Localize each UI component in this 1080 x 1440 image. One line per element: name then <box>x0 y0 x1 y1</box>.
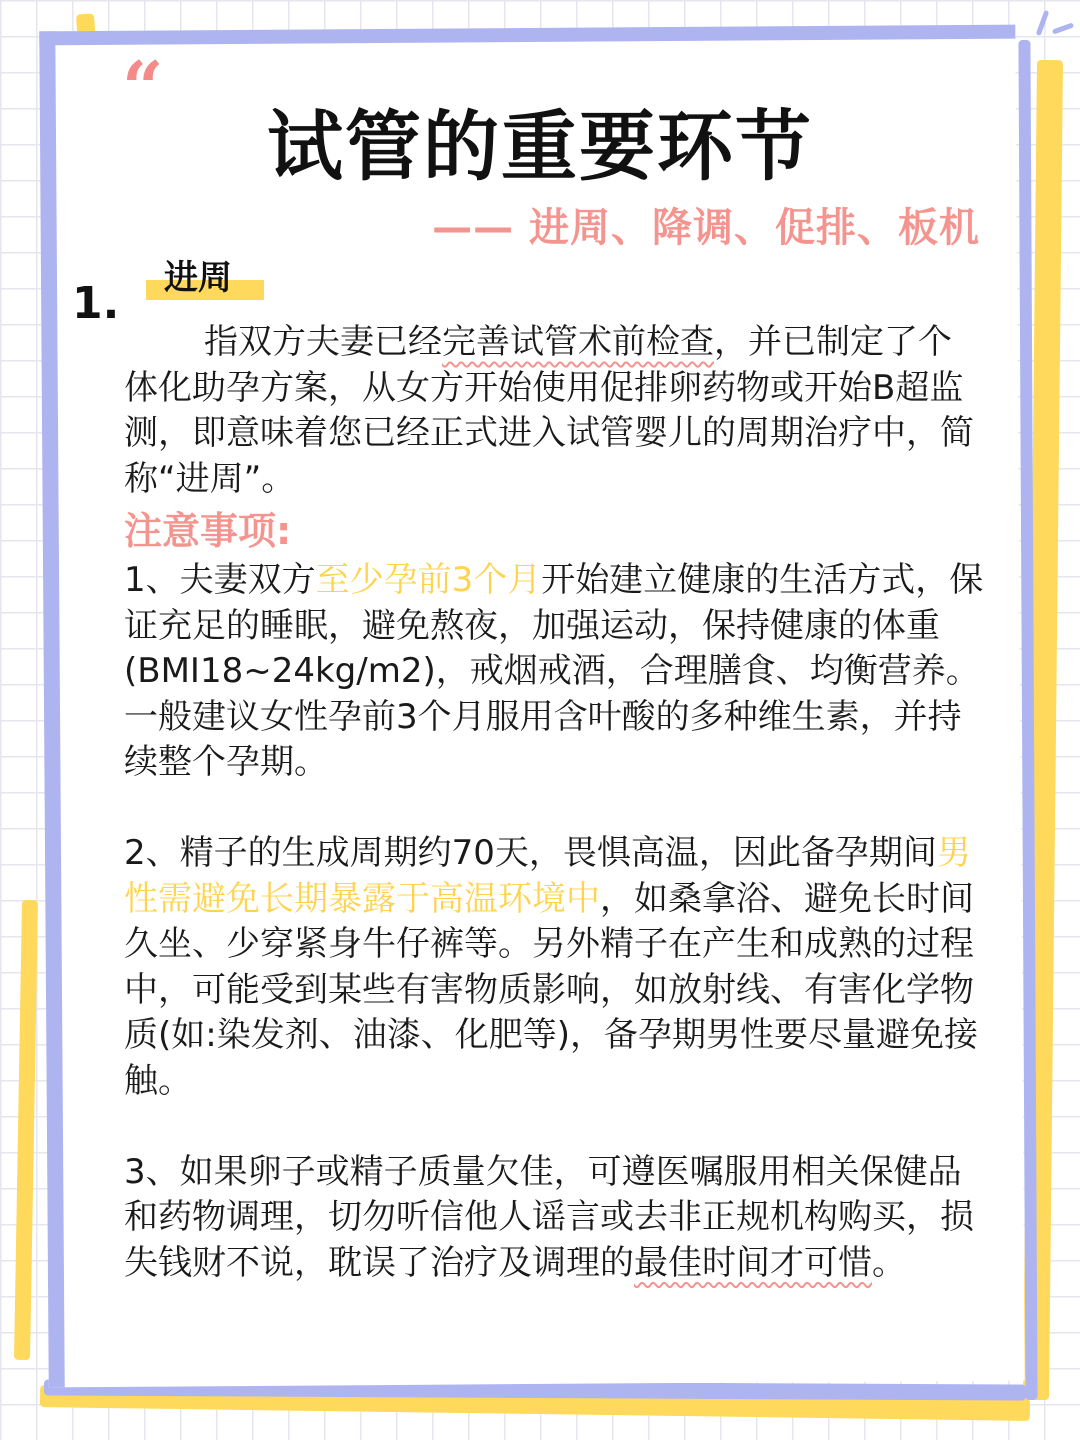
paragraph-gap <box>124 786 984 832</box>
notice-item-1 <box>124 558 984 786</box>
paragraph-gap <box>124 1104 984 1150</box>
item2-highlight: 男性需避免长期暴露于高温环境中 <box>124 833 971 919</box>
notice-item-2 <box>124 831 984 1104</box>
item2-text-b: ，如桑拿浴、避免长时间久坐、少穿紧身牛仔裤等。另外精子在产生和成熟的过程中，可能受到某些有害物质影响，如放射线、有害化学物质(如:染发剂、油漆、化肥等)，备孕期男性要尽量避免接触。 <box>124 878 978 1101</box>
intro-paragraph <box>124 320 984 502</box>
item3-underlined-text: 最佳时间才可惜 <box>634 1242 872 1283</box>
section-heading <box>146 250 232 299</box>
notice-item-3 <box>124 1150 984 1287</box>
yellow-marker-stroke-left <box>14 900 38 1360</box>
item3-text-a: 3、如果卵子或精子质量欠佳，可遵医嘱服用相关保健品和药物调理，切勿听信他人谣言或去非正规机构购买，损失钱财不说，耽误了治疗及调理的 <box>124 1151 974 1283</box>
item1-highlight: 至少孕前3个月 <box>315 560 542 600</box>
page-title: 试管的重要环节 <box>267 102 813 191</box>
page-subtitle: —— 进周、降调、促排、板机 <box>432 205 980 251</box>
sparkle-icon <box>1036 10 1050 36</box>
item1-text-b: 开始建立健康的生活方式，保证充足的睡眠，避免熬夜，加强运动，保持健康的体重(BMI18~24kg/m2)，戒烟戒酒，合理膳食、均衡营养。一般建议女性孕前3个月服用含叶酸的多种维生素，并持续整个孕期。 <box>124 560 984 782</box>
item3-text-b: 。 <box>872 1242 906 1283</box>
notice-title: 注意事项: <box>124 509 292 553</box>
item2-text-a: 2、精子的生成周期约70天，畏惧高温，因此备孕期间 <box>124 833 937 873</box>
article-body <box>124 320 984 1286</box>
section-number: 1. <box>72 278 120 329</box>
intro-text-b: ，并已制定了个体化助孕方案，从女方开始使用促排卵药物或开始B超监测，即意味着您已经正式进入试管婴儿的周期治疗中，简称“进周”。 <box>124 322 974 499</box>
quote-mark-icon: “ <box>122 45 164 130</box>
item1-text-a: 1、夫妻双方 <box>124 560 316 600</box>
intro-underlined-text: 完善试管术前检查 <box>442 322 714 362</box>
section-heading-label: 进周 <box>164 258 232 298</box>
sparkle-icon-stroke <box>1052 22 1074 34</box>
intro-text-a: 指双方夫妻已经 <box>204 322 442 362</box>
